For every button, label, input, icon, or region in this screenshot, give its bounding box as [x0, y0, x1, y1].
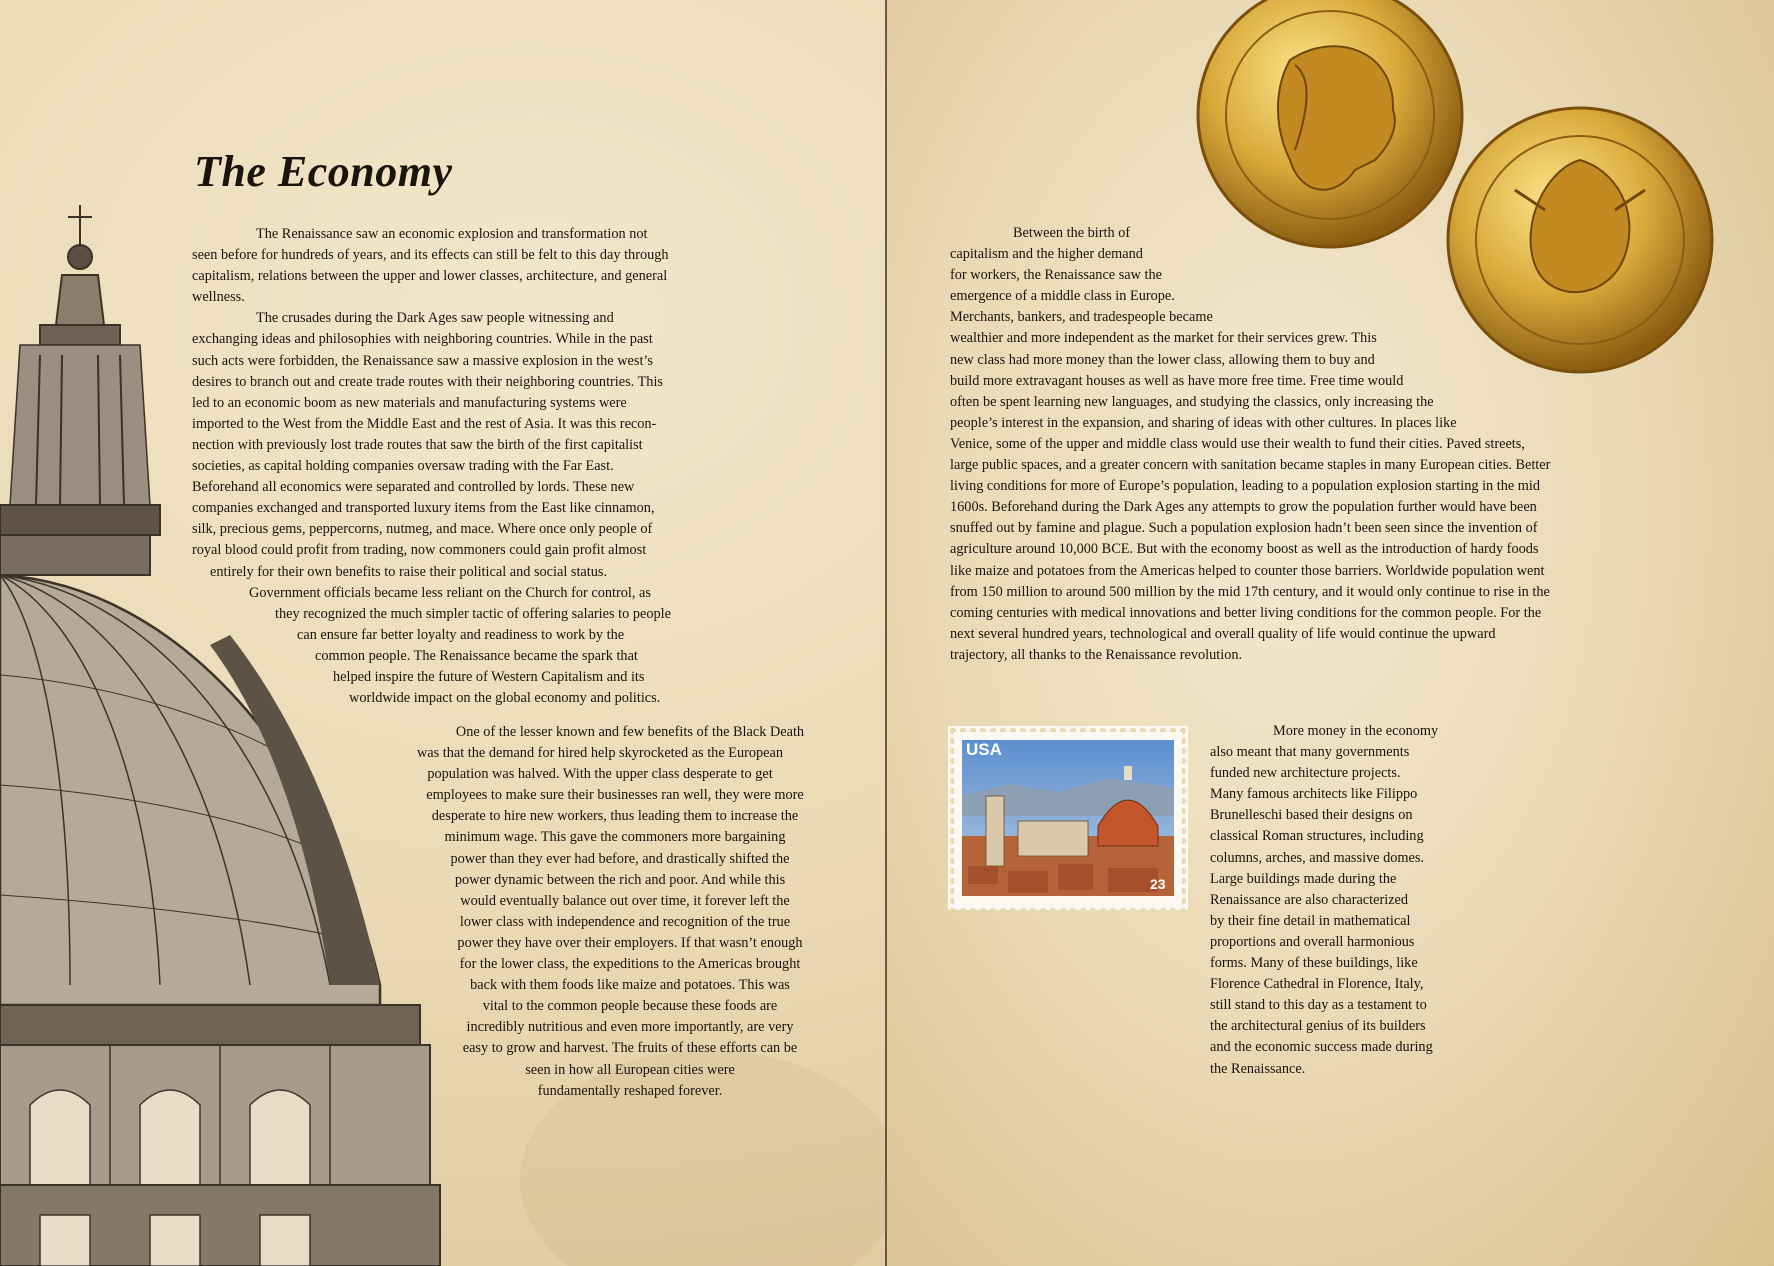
text-line: worldwide impact on the global economy and politics. — [349, 690, 661, 707]
text-line: Florence Cathedral in Florence, Italy, — [1210, 976, 1424, 993]
text-line: population was halved. With the upper class desperate to get — [427, 766, 773, 783]
text-line: Merchants, bankers, and tradespeople became — [950, 309, 1213, 326]
text-line: proportions and overall harmonious — [1210, 933, 1415, 950]
text-line: snuffed out by famine and plague. Such a population explosion hadn’t been seen since the invention of — [950, 520, 1538, 537]
text-line: minimum wage. This gave the commoners more bargaining — [444, 829, 786, 846]
text-line: classical Roman structures, including — [1210, 828, 1424, 845]
text-line: can ensure far better loyalty and readiness to work by the — [297, 626, 625, 643]
page-gutter — [885, 0, 887, 1266]
left-text-block-1 — [192, 224, 712, 709]
text-line: columns, arches, and massive domes. — [1210, 849, 1425, 866]
text-line: build more extravagant houses as well as have more free time. Free time would — [950, 372, 1404, 389]
text-line: One of the lesser known and few benefits of the Black Death — [455, 724, 805, 740]
text-line: led to an economic boom as new materials and manufacturing systems were — [192, 394, 627, 411]
text-line: was that the demand for hired help skyrocketed as the European — [416, 745, 784, 762]
text-line: easy to grow and harvest. The fruits of these efforts can be — [462, 1040, 798, 1057]
text-line: for workers, the Renaissance saw the — [950, 267, 1162, 284]
text-line: Venice, some of the upper and middle class would use their wealth to fund their cities. Paved streets, — [950, 435, 1525, 452]
text-line: desires to branch out and create trade routes with their neighboring countries. This — [192, 373, 663, 390]
text-line: would eventually balance out over time, it forever left the — [460, 892, 790, 909]
text-line: the architectural genius of its builders — [1210, 1018, 1426, 1035]
text-line: imported to the West from the Middle East and the rest of Asia. It was this recon- — [192, 415, 657, 432]
text-line: 1600s. Beforehand during the Dark Ages any attempts to grow the population further would have been — [950, 499, 1537, 516]
left-text-block-2 — [380, 722, 820, 1102]
text-line: desperate to hire new workers, thus leading them to increase the — [431, 808, 799, 825]
text-line: from 150 million to around 500 million by the mid 17th century, and it would only continue to rise in the — [950, 583, 1550, 600]
text-line: power than they ever had before, and drastically shifted the — [450, 850, 790, 867]
text-line: vital to the common people because these foods are — [482, 998, 778, 1015]
right-text-block-1 — [950, 223, 1630, 666]
text-line: societies, as capital holding companies oversaw trading with the Far East. — [192, 458, 614, 475]
text-line: royal blood could profit from trading, now commoners could gain profit almost — [192, 542, 647, 559]
text-line: Government officials became less reliant on the Church for control, as — [249, 584, 651, 601]
right-text-block-2 — [1210, 721, 1510, 1080]
stamp-country-label: USA — [966, 740, 1002, 759]
text-line: nection with previously lost trade routes that saw the birth of the first capitalist — [192, 436, 643, 453]
text-line: agriculture around 10,000 BCE. But with the economy boost as well as the introduction of hardy foods — [950, 541, 1539, 558]
text-line: by their fine detail in mathematical — [1210, 912, 1411, 929]
text-line: Beforehand all economics were separated and controlled by lords. These new — [192, 479, 635, 496]
text-line: seen in how all European cities were — [525, 1061, 735, 1078]
text-line: funded new architecture projects. — [1210, 765, 1401, 782]
text-line: Between the birth of — [1013, 225, 1131, 241]
text-line: people’s interest in the expansion, and sharing of ideas with other cultures. In places like — [950, 414, 1457, 431]
text-line: back with them foods like maize and potatoes. This was — [470, 977, 790, 994]
text-line: still stand to this day as a testament to — [1210, 997, 1427, 1014]
page-title: The Economy — [194, 147, 453, 196]
text-line: such acts were forbidden, the Renaissance saw a massive explosion in the west’s — [192, 352, 653, 369]
text-line: capitalism and the higher demand — [950, 246, 1143, 263]
text-line: seen before for hundreds of years, and its effects can still be felt to this day through — [192, 247, 669, 264]
text-line: like maize and potatoes from the Americas helped to counter those barriers. Worldwide population went — [950, 562, 1545, 579]
stamp-value-label: 23 — [1150, 876, 1166, 892]
text-line: also meant that many governments — [1210, 744, 1410, 761]
text-line: wealthier and more independent as the market for their services grew. This — [950, 330, 1377, 347]
text-line: entirely for their own benefits to raise their political and social status. — [210, 563, 608, 580]
text-line: Many famous architects like Filippo — [1210, 786, 1418, 803]
text-line: new class had more money than the lower class, allowing them to buy and — [950, 351, 1375, 368]
text-line: More money in the economy — [1273, 723, 1439, 739]
text-line: exchanging ideas and philosophies with neighboring countries. While in the past — [192, 331, 653, 348]
text-line: power dynamic between the rich and poor. And while this — [454, 871, 786, 888]
text-line: fundamentally reshaped forever. — [537, 1082, 723, 1099]
text-line: employees to make sure their businesses ran well, they were more — [426, 787, 804, 804]
text-line: companies exchanged and transported luxury items from the East like cinnamon, — [192, 500, 655, 517]
text-line: emergence of a middle class in Europe. — [950, 288, 1175, 305]
text-line: The Renaissance saw an economic explosion and transformation not — [256, 226, 648, 242]
text-line: wellness. — [192, 289, 245, 306]
text-line: lower class with independence and recognition of the true — [459, 913, 791, 930]
text-line: for the lower class, the expeditions to the Americas brought — [459, 956, 801, 973]
gold-coin-portrait-icon — [1198, 0, 1462, 247]
text-line: Large buildings made during the — [1210, 870, 1397, 887]
text-line: large public spaces, and a greater concern with sanitation became staples in many European cities. Better — [950, 457, 1551, 474]
text-line: coming centuries with medical innovations and better living conditions for the common people. For the — [950, 604, 1542, 621]
text-line: The crusades during the Dark Ages saw people witnessing and — [256, 310, 614, 327]
text-line: they recognized the much simpler tactic of offering salaries to people — [275, 605, 671, 622]
text-line: forms. Many of these buildings, like — [1210, 955, 1418, 972]
text-line: capitalism, relations between the upper and lower classes, architecture, and general — [192, 268, 668, 285]
text-line: power they have over their employers. If that wasn’t enough — [457, 934, 803, 951]
text-line: often be spent learning new languages, and studying the classics, only increasing the — [950, 393, 1434, 410]
text-line: Brunelleschi based their designs on — [1210, 807, 1413, 824]
text-line: next several hundred years, technological and overall quality of life would continue the upward — [950, 625, 1496, 642]
text-line: incredibly nutritious and even more importantly, are very — [466, 1019, 794, 1036]
text-line: the Renaissance. — [1210, 1060, 1306, 1077]
text-line: and the economic success made during — [1210, 1039, 1433, 1056]
text-line: living conditions for more of Europe’s population, leading to a population explosion starting in the mid — [950, 478, 1541, 495]
text-line: trajectory, all thanks to the Renaissance revolution. — [950, 646, 1243, 663]
text-line: silk, precious gems, peppercorns, nutmeg, and mace. Where once only people of — [192, 521, 653, 538]
text-line: helped inspire the future of Western Capitalism and its — [333, 668, 645, 685]
text-line: Renaissance are also characterized — [1210, 891, 1409, 908]
text-line: common people. The Renaissance became the spark that — [315, 647, 638, 664]
